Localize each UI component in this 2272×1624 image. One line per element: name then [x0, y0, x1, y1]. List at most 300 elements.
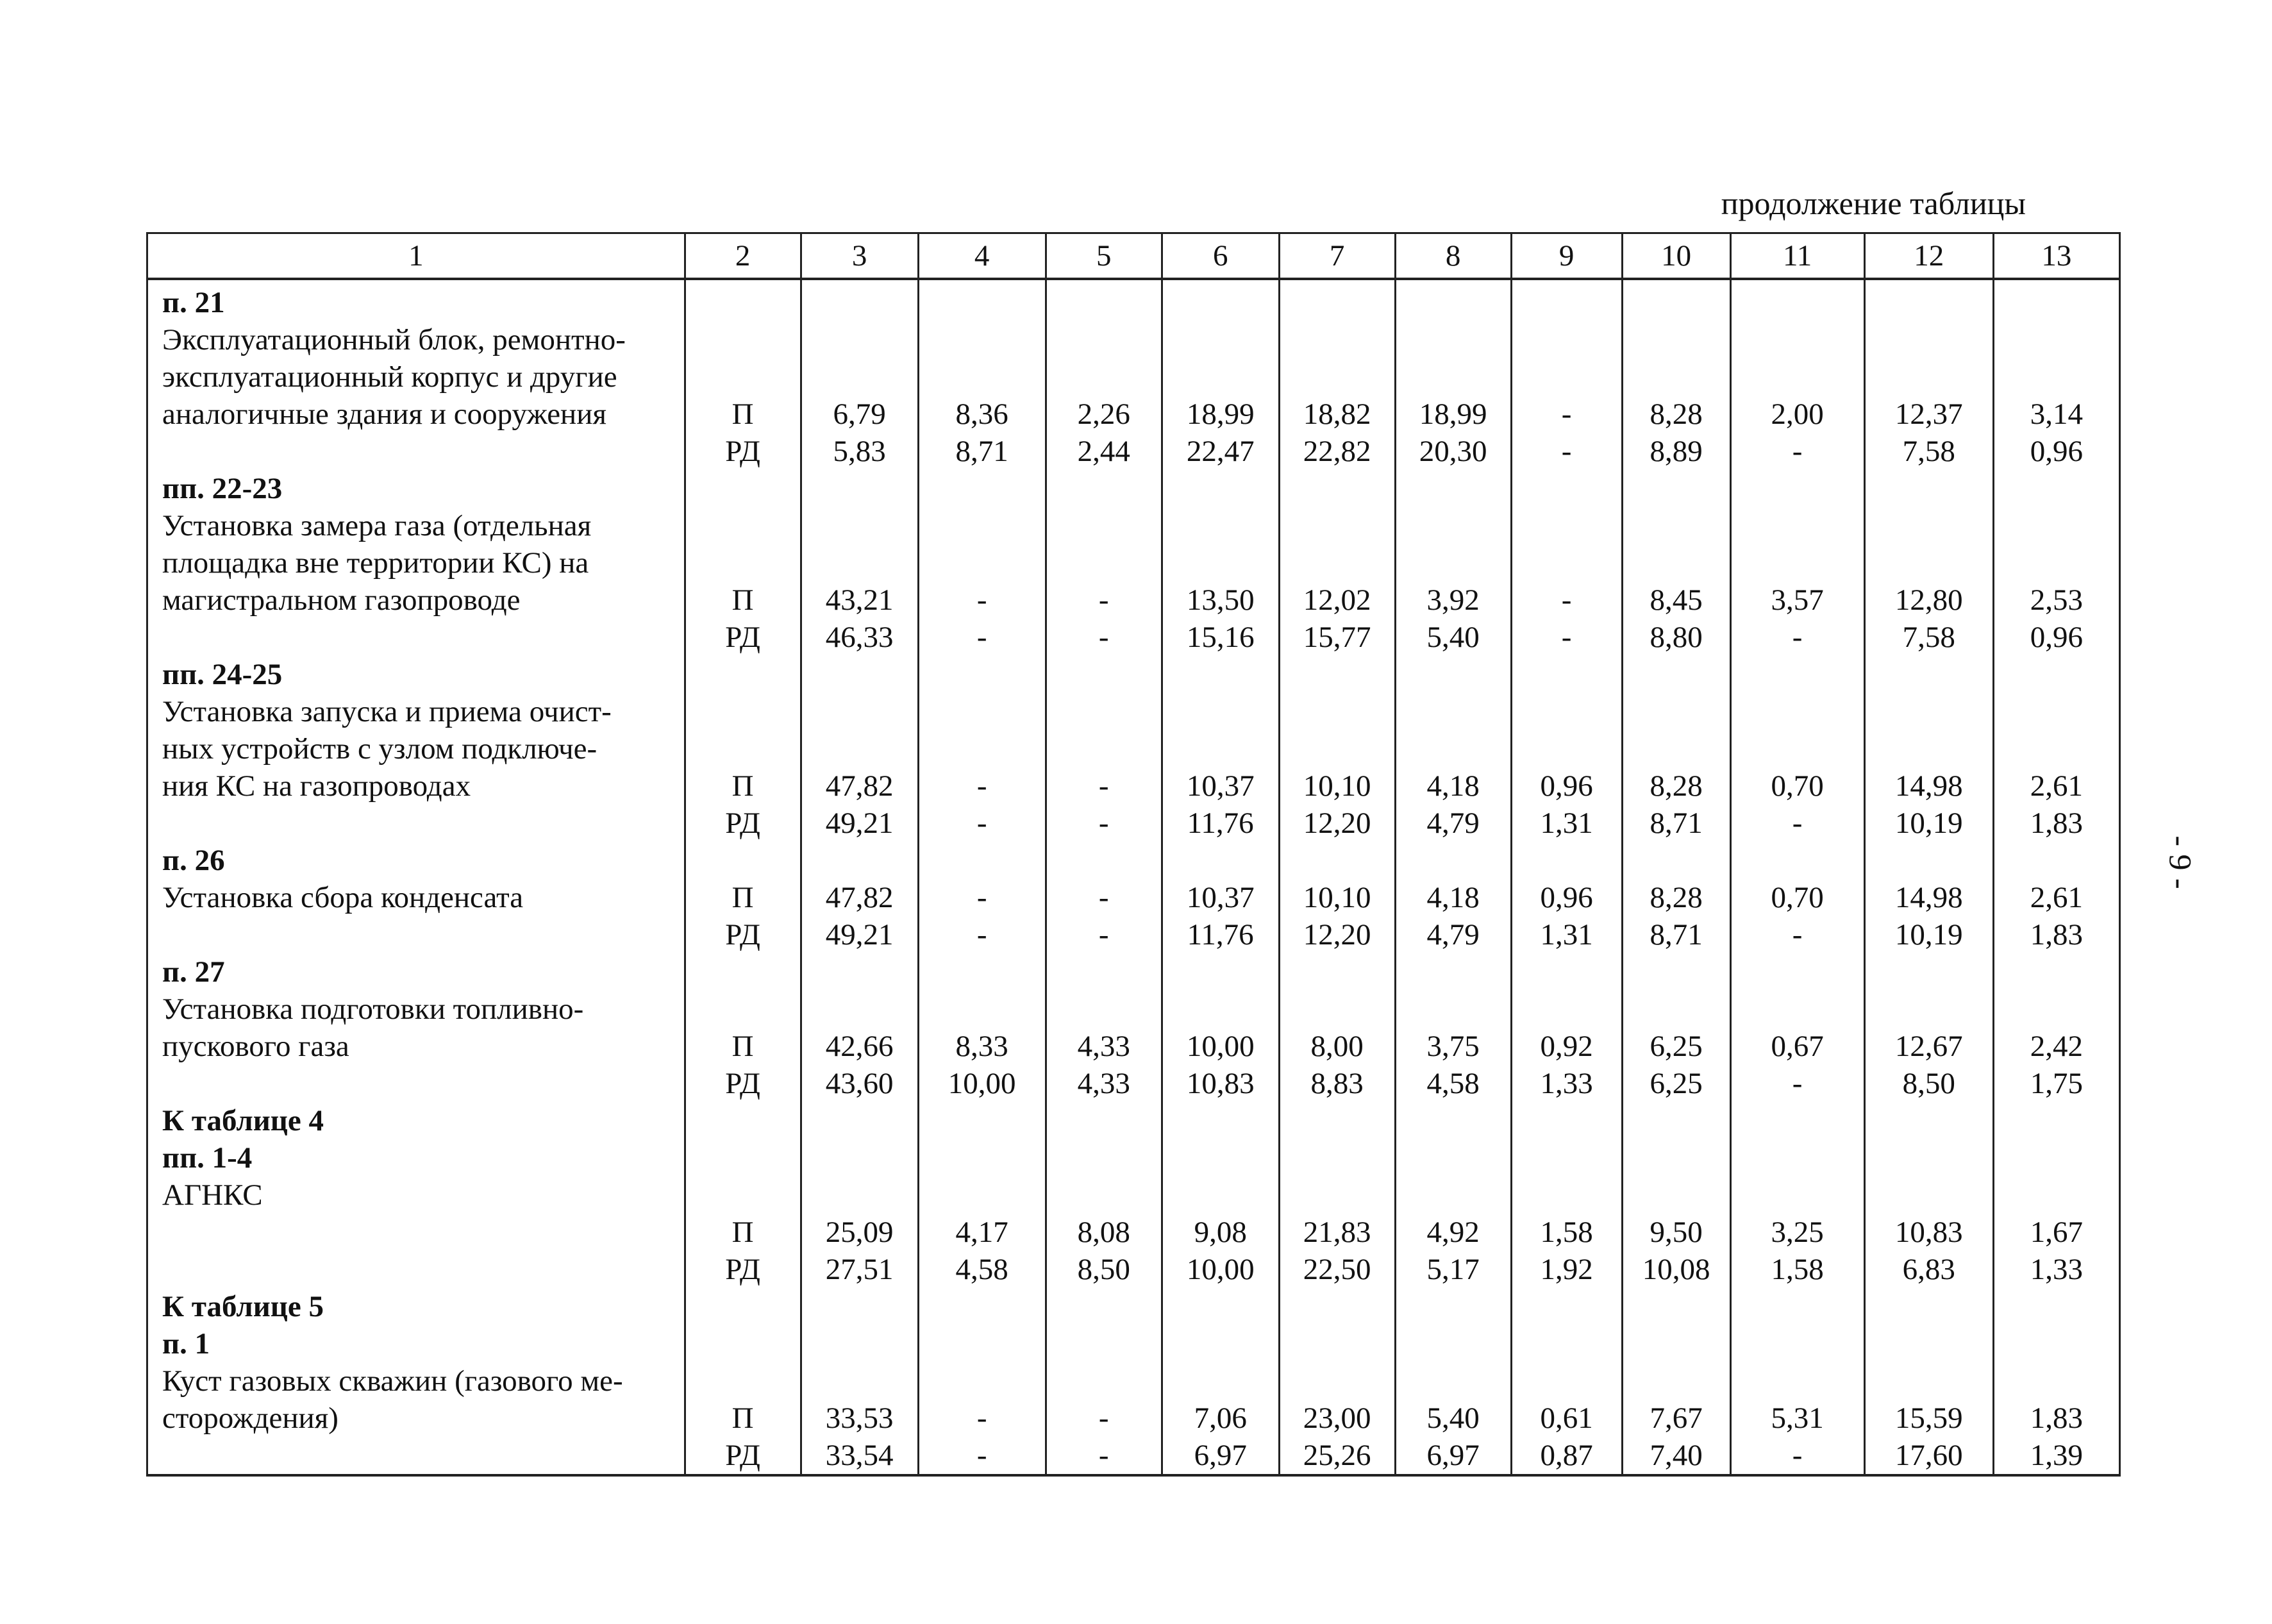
cell-value: 4,79 [1426, 807, 1480, 840]
cell-value: 10,00 [948, 1067, 1016, 1100]
cell-value: РД [725, 1067, 760, 1100]
cell-value: 1,33 [2030, 1253, 2084, 1286]
cell-value: 10,83 [1894, 1216, 1963, 1249]
row-description [147, 1288, 685, 1475]
cell-value: 0,70 [1771, 881, 1824, 914]
table-row [147, 656, 2120, 842]
table-row [147, 470, 2120, 656]
cell-value: - [976, 918, 987, 951]
cell-col-13 [1993, 470, 2119, 656]
cell-value: - [1098, 881, 1109, 914]
cell-value: 12,80 [1894, 583, 1963, 617]
cell-col-11 [1730, 842, 1864, 953]
cell-value: 5,83 [833, 435, 886, 468]
cell-value: 18,99 [1419, 398, 1487, 431]
section-description-line: Установка замера газа (отдельная [162, 509, 592, 542]
cell-value: 22,82 [1303, 435, 1371, 468]
cell-value: 8,71 [1650, 807, 1703, 840]
cell-value: П [731, 769, 754, 803]
cell-value: 8,71 [1650, 918, 1703, 951]
cell-col-12 [1864, 279, 1993, 470]
cell-col-11 [1730, 1288, 1864, 1475]
cell-col-6 [1162, 953, 1279, 1102]
section-description-line: Эксплуатационный блок, ремонтно- [162, 323, 626, 356]
cell-col-9 [1511, 1288, 1622, 1475]
cell-value: 14,98 [1894, 881, 1963, 914]
cell-value: 3,75 [1426, 1030, 1480, 1063]
cell-value: 11,76 [1187, 918, 1254, 951]
section-description-line: магистральном газопроводе [162, 583, 521, 617]
cell-value: 22,50 [1303, 1253, 1371, 1286]
cell-value: 10,37 [1186, 769, 1255, 803]
cell-value: 0,96 [1540, 769, 1593, 803]
cell-value: 25,26 [1303, 1439, 1371, 1472]
cell-col-9 [1511, 656, 1622, 842]
cell-value: 49,21 [825, 918, 894, 951]
cell-value: 10,08 [1642, 1253, 1710, 1286]
cell-value: 5,17 [1426, 1253, 1480, 1286]
cell-value: 0,96 [1540, 881, 1593, 914]
cell-col-12 [1864, 1288, 1993, 1475]
section-description-line: ния КС на газопроводах [162, 769, 471, 803]
section-description-line: ных устройств с узлом подключе- [162, 732, 597, 766]
cell-value: 7,40 [1650, 1439, 1703, 1472]
cell-col-13 [1993, 279, 2119, 470]
cell-col-10 [1622, 279, 1730, 470]
cell-value: 1,92 [1540, 1253, 1593, 1286]
cell-value: - [1792, 621, 1803, 654]
cell-col-13 [1993, 1288, 2119, 1475]
cell-value: - [1098, 621, 1109, 654]
cell-value: 6,83 [1902, 1253, 1955, 1286]
cell-value: 2,42 [2030, 1030, 2084, 1063]
cell-col-7 [1279, 953, 1395, 1102]
cell-value: 0,70 [1771, 769, 1824, 803]
column-header-6: 6 [1162, 233, 1279, 280]
cell-value: 8,08 [1077, 1216, 1130, 1249]
cell-value: 4,33 [1077, 1067, 1130, 1100]
column-header-2: 2 [685, 233, 801, 280]
cell-col-9 [1511, 842, 1622, 953]
section-heading: пп. 24-25 [162, 658, 283, 691]
cell-value: 4,33 [1077, 1030, 1130, 1063]
cell-value: 8,89 [1650, 435, 1703, 468]
cell-value: 22,47 [1186, 435, 1255, 468]
cell-value: 9,50 [1650, 1216, 1703, 1249]
section-heading: К таблице 5 [162, 1290, 324, 1323]
cell-value: 42,66 [825, 1030, 894, 1063]
cell-col-10 [1622, 1102, 1730, 1288]
cell-value: 1,58 [1540, 1216, 1593, 1249]
cell-value: - [1792, 807, 1803, 840]
cell-value: 10,19 [1894, 918, 1963, 951]
table-body [147, 279, 2120, 1475]
section-description-line: аналогичные здания и сооружения [162, 398, 606, 431]
cell-value: 8,36 [955, 398, 1008, 431]
cell-col-10 [1622, 842, 1730, 953]
cell-value: 47,82 [825, 769, 894, 803]
cell-value: 6,97 [1426, 1439, 1480, 1472]
cell-value: - [1098, 918, 1109, 951]
cell-value: - [1098, 769, 1109, 803]
cell-value: 2,61 [2030, 881, 2084, 914]
cell-value: 3,57 [1771, 583, 1824, 617]
cell-value: 8,28 [1650, 769, 1703, 803]
cell-col-2 [685, 842, 801, 953]
cell-value: П [731, 1216, 754, 1249]
cell-value: 12,02 [1303, 583, 1371, 617]
cell-value: 8,71 [955, 435, 1008, 468]
cell-value: 1,67 [2030, 1216, 2084, 1249]
cell-value: 0,61 [1540, 1402, 1593, 1435]
cell-value: 3,25 [1771, 1216, 1824, 1249]
cell-col-11 [1730, 656, 1864, 842]
column-header-10: 10 [1622, 233, 1730, 280]
cell-value: 1,58 [1771, 1253, 1824, 1286]
cell-value: - [976, 1402, 987, 1435]
cell-col-10 [1622, 470, 1730, 656]
cell-value: 12,37 [1894, 398, 1963, 431]
cell-col-7 [1279, 1288, 1395, 1475]
cell-value: 0,96 [2030, 621, 2084, 654]
table-row [147, 1102, 2120, 1288]
cell-col-6 [1162, 842, 1279, 953]
row-description [147, 279, 685, 470]
cell-value: - [1098, 583, 1109, 617]
cell-col-3 [801, 279, 918, 470]
cell-col-4 [918, 1102, 1046, 1288]
table-row [147, 1288, 2120, 1475]
column-header-1: 1 [147, 233, 685, 280]
cell-value: - [1792, 918, 1803, 951]
cell-value: 18,99 [1186, 398, 1255, 431]
cell-value: 10,00 [1186, 1030, 1255, 1063]
cell-value: 8,33 [955, 1030, 1008, 1063]
cell-value: 20,30 [1419, 435, 1487, 468]
cell-value: 8,28 [1650, 881, 1703, 914]
cell-value: 9,08 [1194, 1216, 1247, 1249]
cell-value: - [1792, 435, 1803, 468]
cell-value: 8,50 [1077, 1253, 1130, 1286]
cell-col-5 [1046, 656, 1162, 842]
table-row [147, 953, 2120, 1102]
cell-value: РД [725, 621, 760, 654]
cell-col-6 [1162, 656, 1279, 842]
cell-value: 43,21 [825, 583, 894, 617]
cell-value: 6,79 [833, 398, 886, 431]
cell-value: 43,60 [825, 1067, 894, 1100]
cell-value: - [976, 1439, 987, 1472]
cell-value: РД [725, 1253, 760, 1286]
cell-col-4 [918, 842, 1046, 953]
cell-col-4 [918, 279, 1046, 470]
cell-col-10 [1622, 1288, 1730, 1475]
cell-col-3 [801, 842, 918, 953]
cell-col-7 [1279, 842, 1395, 953]
cell-value: 1,75 [2030, 1067, 2084, 1100]
cell-col-9 [1511, 1102, 1622, 1288]
cell-value: 6,25 [1650, 1030, 1703, 1063]
column-header-7: 7 [1279, 233, 1395, 280]
cell-value: 1,39 [2030, 1439, 2084, 1472]
cell-col-4 [918, 470, 1046, 656]
cell-col-4 [918, 953, 1046, 1102]
cell-col-12 [1864, 470, 1993, 656]
cell-value: 1,33 [1540, 1067, 1593, 1100]
cell-value: 2,26 [1077, 398, 1130, 431]
section-heading: п. 26 [162, 844, 225, 877]
section-heading: п. 1 [162, 1327, 210, 1360]
cell-col-6 [1162, 279, 1279, 470]
page-number: - 9 - [2162, 835, 2199, 889]
cell-value: 5,40 [1426, 1402, 1480, 1435]
cell-value: 2,61 [2030, 769, 2084, 803]
cell-value: 1,83 [2030, 918, 2084, 951]
cell-value: 4,58 [1426, 1067, 1480, 1100]
column-header-8: 8 [1395, 233, 1511, 280]
cell-value: П [731, 1402, 754, 1435]
cell-value: 4,18 [1426, 881, 1480, 914]
cell-value: 5,31 [1771, 1402, 1824, 1435]
cell-value: 3,92 [1426, 583, 1480, 617]
section-heading: п. 27 [162, 955, 225, 989]
cell-value: 4,18 [1426, 769, 1480, 803]
cell-value: - [1098, 807, 1109, 840]
cell-value: РД [725, 807, 760, 840]
cell-value: 12,20 [1303, 918, 1371, 951]
cell-value: 27,51 [825, 1253, 894, 1286]
cell-col-5 [1046, 953, 1162, 1102]
cell-col-7 [1279, 470, 1395, 656]
cell-col-5 [1046, 1288, 1162, 1475]
cell-value: 10,37 [1186, 881, 1255, 914]
cell-value: 4,17 [955, 1216, 1008, 1249]
row-description [147, 470, 685, 656]
cell-value: 12,67 [1894, 1030, 1963, 1063]
cell-col-11 [1730, 470, 1864, 656]
section-description-line: Установка сбора конденсата [162, 881, 524, 914]
column-header-11: 11 [1730, 233, 1864, 280]
cell-col-8 [1395, 953, 1511, 1102]
cell-value: 2,44 [1077, 435, 1130, 468]
table-header-row [147, 233, 2120, 280]
cell-value: 8,28 [1650, 398, 1703, 431]
cell-col-9 [1511, 470, 1622, 656]
cell-col-2 [685, 953, 801, 1102]
table-row [147, 279, 2120, 470]
cell-col-5 [1046, 1102, 1162, 1288]
cell-value: - [976, 807, 987, 840]
cell-value: РД [725, 918, 760, 951]
cell-value: 8,80 [1650, 621, 1703, 654]
column-header-5: 5 [1046, 233, 1162, 280]
cell-col-6 [1162, 1288, 1279, 1475]
cell-value: 7,58 [1902, 621, 1955, 654]
cell-value: - [1561, 583, 1572, 617]
cell-value: 6,97 [1194, 1439, 1247, 1472]
cell-col-8 [1395, 842, 1511, 953]
column-header-3: 3 [801, 233, 918, 280]
cell-col-2 [685, 656, 801, 842]
section-description-line: АГНКС [162, 1178, 263, 1212]
section-description-line: Куст газовых скважин (газового ме- [162, 1364, 623, 1398]
cell-value: 7,58 [1902, 435, 1955, 468]
cell-col-12 [1864, 1102, 1993, 1288]
cell-value: 10,83 [1186, 1067, 1255, 1100]
cell-value: - [976, 881, 987, 914]
cell-value: 4,92 [1426, 1216, 1480, 1249]
cell-value: - [976, 583, 987, 617]
cell-value: 10,19 [1894, 807, 1963, 840]
cell-value: 3,14 [2030, 398, 2084, 431]
cell-value: - [976, 769, 987, 803]
section-heading: К таблице 4 [162, 1104, 324, 1137]
cell-value: - [1792, 1439, 1803, 1472]
cell-col-5 [1046, 279, 1162, 470]
cell-col-13 [1993, 953, 2119, 1102]
cell-value: 0,92 [1540, 1030, 1593, 1063]
cell-value: 1,83 [2030, 807, 2084, 840]
cell-col-2 [685, 1288, 801, 1475]
section-description-line: Установка запуска и приема очист- [162, 695, 612, 728]
cell-col-10 [1622, 953, 1730, 1102]
cell-value: 14,98 [1894, 769, 1963, 803]
section-heading: пп. 22-23 [162, 472, 283, 505]
cell-value: 2,00 [1771, 398, 1824, 431]
cell-value: 1,31 [1540, 807, 1593, 840]
cell-value: 10,10 [1303, 769, 1371, 803]
cell-col-4 [918, 656, 1046, 842]
cell-col-3 [801, 1102, 918, 1288]
cell-col-6 [1162, 1102, 1279, 1288]
cell-value: 4,79 [1426, 918, 1480, 951]
cell-value: 12,20 [1303, 807, 1371, 840]
cell-value: 10,00 [1186, 1253, 1255, 1286]
section-heading: пп. 1-4 [162, 1141, 253, 1175]
cell-value: - [1561, 621, 1572, 654]
cell-value: 8,00 [1310, 1030, 1364, 1063]
cell-value: П [731, 398, 754, 431]
cell-col-9 [1511, 953, 1622, 1102]
cell-col-13 [1993, 1102, 2119, 1288]
cell-col-2 [685, 1102, 801, 1288]
cell-col-4 [918, 1288, 1046, 1475]
cell-value: 46,33 [825, 621, 894, 654]
cell-col-2 [685, 279, 801, 470]
cell-col-13 [1993, 842, 2119, 953]
section-heading: п. 21 [162, 286, 225, 319]
table-caption: продолжение таблицы [1721, 185, 2026, 221]
cell-col-3 [801, 1288, 918, 1475]
cell-col-8 [1395, 470, 1511, 656]
cell-col-13 [1993, 656, 2119, 842]
cell-value: 0,67 [1771, 1030, 1824, 1063]
cell-value: 23,00 [1303, 1402, 1371, 1435]
cell-value: РД [725, 435, 760, 468]
cell-value: 21,83 [1303, 1216, 1371, 1249]
cell-value: 18,82 [1303, 398, 1371, 431]
cell-col-8 [1395, 656, 1511, 842]
cell-value: 0,87 [1540, 1439, 1593, 1472]
cell-value: 1,31 [1540, 918, 1593, 951]
cell-col-11 [1730, 279, 1864, 470]
cell-value: 25,09 [825, 1216, 894, 1249]
cell-value: 8,83 [1310, 1067, 1364, 1100]
cell-col-9 [1511, 279, 1622, 470]
cell-value: 11,76 [1187, 807, 1254, 840]
cell-col-3 [801, 656, 918, 842]
cell-value: П [731, 583, 754, 617]
cell-value: 15,77 [1303, 621, 1371, 654]
cell-value: - [1561, 435, 1572, 468]
column-header-4: 4 [918, 233, 1046, 280]
cell-col-7 [1279, 656, 1395, 842]
cell-value: П [731, 1030, 754, 1063]
cell-value: 15,59 [1894, 1402, 1963, 1435]
cell-col-11 [1730, 953, 1864, 1102]
cell-col-5 [1046, 470, 1162, 656]
cell-value: - [1098, 1402, 1109, 1435]
section-description-line: сторождения) [162, 1402, 338, 1435]
column-header-9: 9 [1511, 233, 1622, 280]
cell-value: - [976, 621, 987, 654]
section-description-line: площадка вне территории КС) на [162, 546, 589, 580]
cell-value: 33,53 [825, 1402, 894, 1435]
column-header-13: 13 [1993, 233, 2119, 280]
cell-value: 49,21 [825, 807, 894, 840]
row-description [147, 842, 685, 953]
cell-col-8 [1395, 1102, 1511, 1288]
cell-value: 10,10 [1303, 881, 1371, 914]
cell-value: РД [725, 1439, 760, 1472]
cell-value: 4,58 [955, 1253, 1008, 1286]
cell-col-3 [801, 470, 918, 656]
cell-value: П [731, 881, 754, 914]
table-row [147, 842, 2120, 953]
cell-col-8 [1395, 1288, 1511, 1475]
cell-value: 33,54 [825, 1439, 894, 1472]
data-table [146, 232, 2121, 1477]
cell-value: 6,25 [1650, 1067, 1703, 1100]
cell-value: 1,83 [2030, 1402, 2084, 1435]
cell-value: 15,16 [1186, 621, 1255, 654]
cell-value: 47,82 [825, 881, 894, 914]
cell-col-12 [1864, 656, 1993, 842]
cell-col-6 [1162, 470, 1279, 656]
cell-col-2 [685, 470, 801, 656]
cell-value: 8,45 [1650, 583, 1703, 617]
cell-col-7 [1279, 279, 1395, 470]
cell-value: - [1098, 1439, 1109, 1472]
cell-col-5 [1046, 842, 1162, 953]
row-description [147, 656, 685, 842]
row-description [147, 1102, 685, 1288]
section-description-line: Установка подготовки топливно- [162, 992, 584, 1026]
cell-value: 7,67 [1650, 1402, 1703, 1435]
cell-value: 7,06 [1194, 1402, 1247, 1435]
section-description-line: пускового газа [162, 1030, 349, 1063]
cell-col-12 [1864, 842, 1993, 953]
cell-col-12 [1864, 953, 1993, 1102]
cell-col-10 [1622, 656, 1730, 842]
cell-value: 5,40 [1426, 621, 1480, 654]
section-description-line: эксплуатационный корпус и другие [162, 360, 617, 394]
cell-value: - [1561, 398, 1572, 431]
cell-value: 2,53 [2030, 583, 2084, 617]
column-header-12: 12 [1864, 233, 1993, 280]
cell-value: 0,96 [2030, 435, 2084, 468]
cell-col-7 [1279, 1102, 1395, 1288]
